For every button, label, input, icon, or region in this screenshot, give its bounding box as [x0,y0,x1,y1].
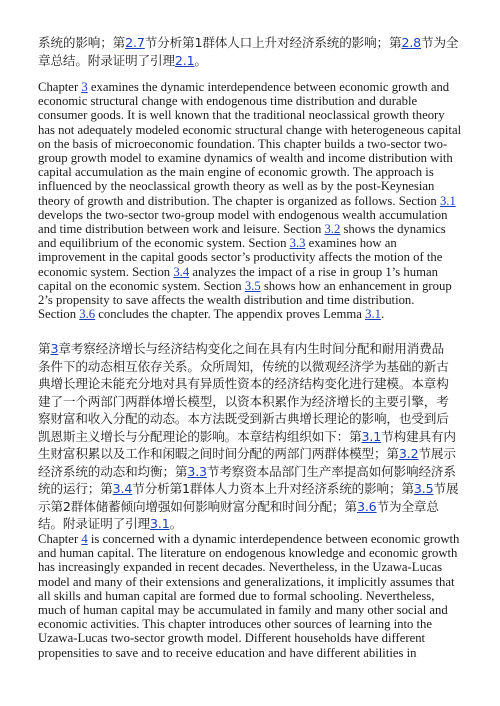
text-run: group growth model to examine dynamics of wealth and income distribution with [38,151,453,166]
text-run: 示第2群体储蓄倾向增强如何影响财富分配和时间分配；第 [38,498,357,514]
text-line [38,94,464,108]
text-line [38,358,464,376]
cross-reference-link[interactable]: 3.6 [79,307,96,322]
text-run: influenced by the neoclassical growth theory as well as by the post-Keynesian [38,179,435,194]
text-run: 条件下的动态相互依存关系。众所周知，传统的以微观经济学为基础的新古 [38,358,449,374]
cross-reference-link[interactable]: 3.1 [365,307,381,322]
text-line [38,250,464,264]
cross-reference-link[interactable]: 3.6 [356,498,377,514]
paragraph-chapter-4-summary-en [38,532,464,660]
text-run: much of human capital may be accumulated in family and many other social and [38,603,448,618]
text-run: Section [38,307,80,322]
cross-reference-link[interactable]: 3.4 [112,481,133,496]
cross-reference-link[interactable]: 3.3 [289,236,306,251]
text-run: 第 [38,341,51,356]
text-line [38,515,464,533]
text-run: and time distribution between work and leisure. Section [38,222,325,237]
text-line [38,646,464,660]
text-line [38,194,464,208]
text-line [38,410,464,428]
text-run: 察财富和收入分配的动态。本方法既受到新古典增长理论的影响，也受到后 [38,411,449,426]
text-run: examines the dynamic interdependence between economic growth and [87,80,450,94]
text-run: 节分析第1群体人口上升对经济系统的影响；第 [144,35,402,50]
text-run: 。 [169,516,183,531]
cross-reference-link[interactable]: 3.4 [173,264,190,279]
text-run: 结。附录证明了引理 [38,516,150,531]
text-line [38,480,464,498]
text-run: model and many of their extensions and generalizations, it implicitly assumes that [38,574,455,589]
text-run: and human capital. The literature on endogenous knowledge and economic growth [38,546,458,561]
text-line [38,80,464,94]
text-line [38,222,464,236]
text-run: 系统的影响；第 [38,35,126,50]
text-run: 章总结。附录证明了引理 [38,52,175,68]
text-run: improvement in the capital goods sector’s productivity affects the motion of the [38,250,443,265]
text-run: all skills and human capital are formed due to formal schooling. Nevertheless, [38,588,435,603]
text-line [38,375,464,393]
text-run: 节构建具有内 [381,428,456,444]
cross-reference-link[interactable]: 3.5 [244,278,261,293]
text-run: on the basis of microeconomic foundation. This chapter builds a two-sector two- [38,136,448,151]
text-run: 统的运行；第 [38,481,113,496]
cross-reference-link[interactable]: 3 [50,341,59,356]
text-run: 章考察经济增长与经济结构变化之间在具有内生时间分配和耐用消费品 [58,341,445,356]
text-run: economic structural change with endogenous time distribution and durable [38,94,418,109]
text-line [38,393,464,411]
text-run: theory of growth and distribution. The chapter is organized as follows. Section [38,193,440,208]
paragraph-chapter-3-summary-en [38,80,464,321]
text-line [38,498,464,516]
text-run: 2’s propensity to save affects the wealth distribution and time distribution. [38,293,415,308]
cross-reference-link[interactable]: 3.1 [361,428,382,444]
text-run: shows the dynamics [340,222,446,237]
text-line [38,560,464,574]
text-run: 生财富积累以及工作和闲暇之间时间分配的两部门两群体模型；第 [38,446,399,461]
text-run: 典增长理论未能充分地对具有异质性资本的经济结构变化进行建模。本章构 [38,376,449,391]
text-line [38,137,464,151]
text-line [38,165,464,179]
text-line [38,631,464,645]
text-run: is concerned with a dynamic interdependence between economic growth [87,532,460,546]
text-run: Chapter [38,80,82,94]
paragraph-chapter-2-summary-zh [38,34,464,69]
paragraph-chapter-3-summary-zh [38,340,464,533]
text-run: analyzes the impact of a rise in group 1’s human [189,264,438,279]
cross-reference-link[interactable]: 3.2 [398,446,419,461]
text-line [38,208,464,222]
text-run: economic activities. This chapter introduces other sources of learning into the [38,617,433,632]
text-line [38,279,464,293]
text-run: 节为全章总 [376,498,439,514]
text-run: 节为全 [421,35,459,50]
text-line [38,293,464,307]
text-run: and equilibrium of the economic system. Section [38,236,290,251]
text-run: 节考察资本品部门生产率提高如何影响经济系 [206,463,456,479]
text-run: economic system. Section [38,264,174,279]
text-run: concludes the chapter. The appendix proves Lemma [95,307,366,322]
text-run: Chapter [38,532,82,546]
text-run: develops the two-sector two-group model with endogenous wealth accumulation [38,207,448,222]
text-line [38,123,464,137]
text-run: Uzawa-Lucas two-sector growth model. Different households have different [38,631,426,646]
cross-reference-link[interactable]: 3 [81,80,88,94]
text-run: shows how an enhancement in group [260,278,452,293]
text-line [38,445,464,463]
cross-reference-link[interactable]: 2.1 [174,52,195,68]
text-run: propensities to save and to receive education and have different abilities in [38,645,417,660]
text-line [38,603,464,617]
text-line [38,340,464,358]
text-run: examines how an [305,236,397,251]
text-run: 。 [194,52,207,68]
text-run: has not adequately modeled economic structural change with heterogeneous capital [38,122,462,137]
text-line [38,428,464,446]
cross-reference-link[interactable]: 2.7 [125,35,145,50]
text-run: capital on the economic system. Section [38,278,245,293]
text-line [38,532,464,546]
cross-reference-link[interactable]: 3.1 [439,193,456,208]
text-line [38,108,464,122]
text-line [38,546,464,560]
text-line [38,236,464,250]
text-line [38,307,464,321]
text-run: 经济系统的动态和均衡；第 [38,463,188,479]
text-line [38,52,464,70]
text-run: 凯恩斯主义增长与分配理论的影响。本章结构组织如下：第 [38,428,362,444]
text-run: 节展 [433,481,459,496]
text-line [38,151,464,165]
text-line [38,575,464,589]
text-run: has increasingly expanded in recent decades. Nevertheless, in the Uzawa-Lucas [38,560,443,575]
text-run: consumer goods. It is well known that the traditional neoclassical growth theory [38,108,445,123]
text-run: 建了一个两部门两群体增长模型，以资本积累作为经济增长的主要引擎，考 [38,393,449,409]
text-run: 节分析第1群体人力资本上升对经济系统的影响；第 [132,481,414,496]
text-line [38,617,464,631]
text-line [38,265,464,279]
cross-reference-link[interactable]: 3.3 [187,463,207,479]
cross-reference-link[interactable]: 3.2 [324,222,341,237]
text-run: 节展示 [418,446,456,461]
cross-reference-link[interactable]: 3.1 [150,516,170,531]
text-line [38,463,464,481]
text-line [38,589,464,603]
cross-reference-link[interactable]: 2.8 [401,35,422,50]
text-line [38,34,464,52]
cross-reference-link[interactable]: 3.5 [413,481,434,496]
text-line [38,179,464,193]
text-run: . [380,307,385,322]
cross-reference-link[interactable]: 4 [81,532,88,546]
text-run: capital accumulation as the main engine of economic growth. The approach is [38,165,434,180]
